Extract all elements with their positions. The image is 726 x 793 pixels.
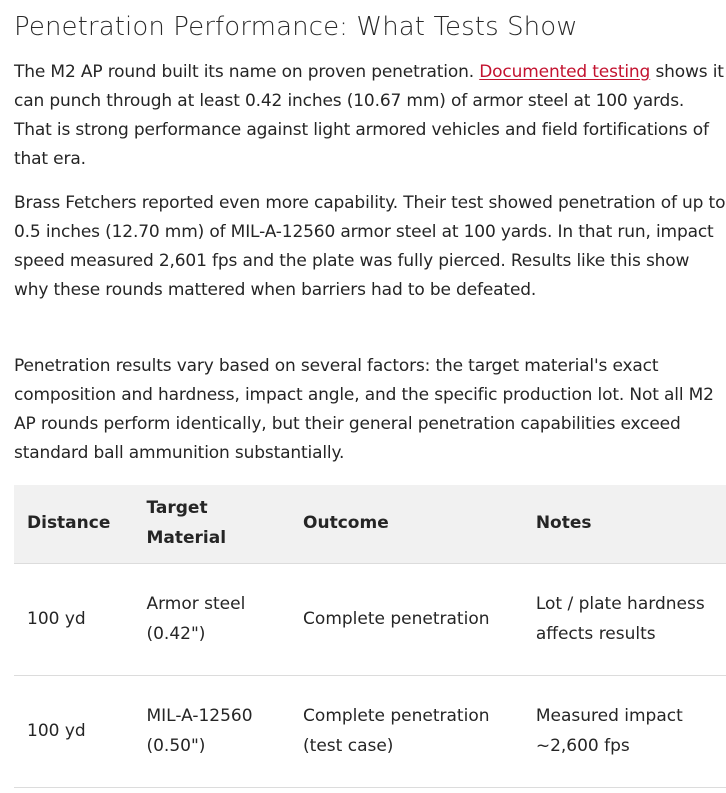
paragraph-variability: Penetration results vary based on several factors: the target material's exact composition and hardness, impact angle, and the specific production lot. Not all M2 AP rounds perform identically, but their general penetration capabilities exceed standard ball ammunition substantially.: [14, 356, 714, 463]
cell-distance: 100 yd: [14, 676, 133, 788]
cell-outcome: Complete penetration: [290, 564, 523, 676]
header-target-material: Target Material: [146, 498, 227, 548]
table-header-row: [14, 485, 726, 564]
cell-outcome: Complete penetration (test case): [290, 676, 523, 788]
header-notes: Notes: [535, 513, 592, 533]
paragraph-brass-fetchers: Brass Fetchers reported even more capability. Their test showed penetration of up to 0.5 inches (12.70 mm) of MIL-A-12560 armor steel at 100 yards. In that run, impact speed measured 2,601 fps and the plate was fully pierced. Results like this show why these rounds mattered when barriers had to be defeated.: [14, 193, 726, 300]
header-outcome: Outcome: [303, 513, 389, 533]
cell-target-material: Armor steel (0.42"): [133, 564, 290, 676]
table-row: [14, 676, 726, 788]
section-heading: Penetration Performance: What Tests Show: [14, 12, 578, 42]
cell-distance: 100 yd: [14, 564, 133, 676]
cell-target-material: MIL-A-12560 (0.50"): [133, 676, 290, 788]
cell-notes: Measured impact ~2,600 fps: [523, 676, 726, 788]
documented-testing-link[interactable]: Documented testing: [479, 62, 651, 82]
paragraph-intro: [14, 58, 726, 174]
paragraph-intro-text-start: The M2 AP round built its name on proven penetration.: [14, 62, 480, 82]
paragraph-intro-text-end: shows it can punch through at least 0.42 inches (10.67 mm) of armor steel at 100 yards. That is strong performance against light armored vehicles and field fortifications of that era.: [14, 62, 724, 169]
penetration-results-table: [14, 485, 726, 788]
table-row: [14, 564, 726, 676]
header-distance: Distance: [27, 513, 111, 533]
cell-notes: Lot / plate hardness affects results: [523, 564, 726, 676]
